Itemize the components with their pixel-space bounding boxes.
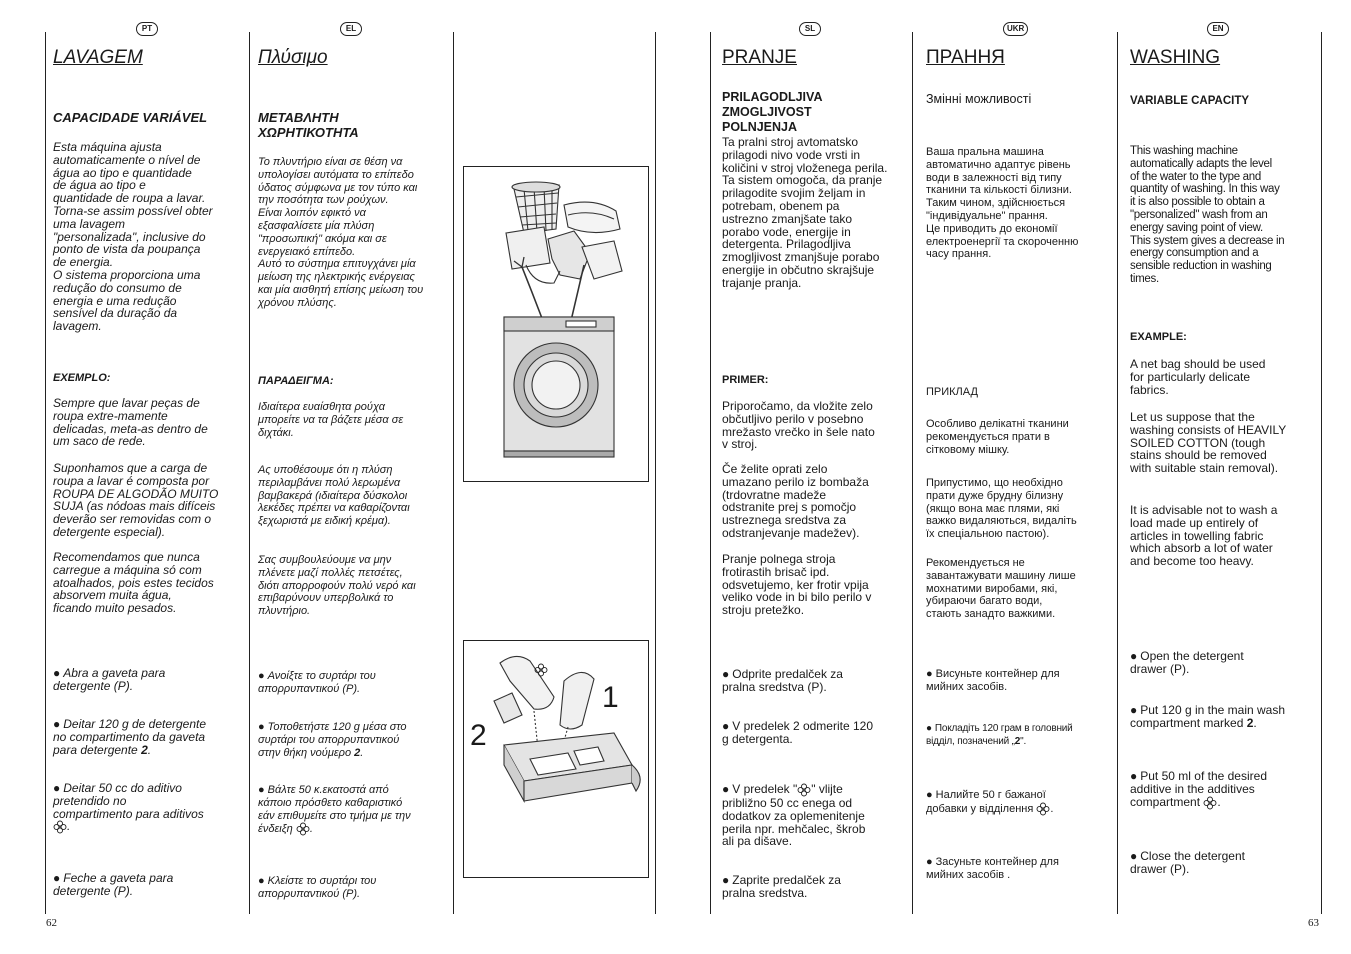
example-paragraph: Let us suppose that the washing consists of HEAVILY SOILED COTTON (tough stains should be removed with suitable stain removal). xyxy=(1130,410,1287,476)
step-item: ● Deitar 50 cc do aditivo pretendido no compartimento para aditivos . xyxy=(53,781,204,834)
column-rule xyxy=(710,32,711,914)
example-label: EXEMPLO: xyxy=(53,372,111,384)
step-item: ● Abra a gaveta para detergente (P). xyxy=(53,666,166,693)
page-number-right: 63 xyxy=(1308,917,1319,929)
column-el xyxy=(258,0,448,954)
step-item: ● Налийте 50 г бажаної добавки у відділення . xyxy=(926,789,1054,815)
example-paragraph: It is advisable not to wash a load made up entirely of articles in towelling fabric which absorb a lot of water and become too heavy. xyxy=(1130,503,1278,569)
example-paragraph: Особливо делікатні тканини рекомендується прати в сітковому мішку. xyxy=(926,418,1069,456)
laundry-illustration xyxy=(463,166,649,482)
column-rule xyxy=(45,32,46,914)
intro-text: Ta pralni stroj avtomatsko prilagodi nivo vode vrsti in količini v stroj vloženega perila. Ta sistem omogoča, da pranje prilagodite svojim željam in potrebam, obenem pa ustrezno zmanjšate tako porabo vode, energije in detergenta. Prilagodljiva zmogljivost zmanjšuje porabo energije in občutno skrajšuje trajanje pranja. xyxy=(722,135,888,290)
step-item: ● V predelek " " vlijte približno 50 cc enega od dodatkov za oplemenitenje perila npr. mehčalec, škrob ali pa dišave. xyxy=(722,782,866,849)
section-heading: VARIABLE CAPACITY xyxy=(1130,95,1250,107)
column-rule xyxy=(249,32,250,914)
section-title: ПРАННЯ xyxy=(926,47,1005,68)
step-item: ● Odprite predalček za pralna sredstva (P). xyxy=(722,667,843,694)
language-badge-en: EN xyxy=(1207,22,1229,36)
example-paragraph: Sempre que lavar peças de roupa extre-mamente delicadas, meta-as dentro de um saco de rede. xyxy=(53,396,208,449)
example-paragraph: A net bag should be used for particularly delicate fabrics. xyxy=(1130,357,1266,397)
column-pt xyxy=(53,0,245,954)
figure-label: 1 xyxy=(602,681,619,714)
intro-text: This washing machine automatically adapts the level of the water to the type and quantity of washing. In this way it is also possible to obtain a "personalized" wash from an energy saving point of view. This system gives a decrease in energy consumption and a sensible reduction in washing times. xyxy=(1130,145,1285,285)
language-badge-sl: SL xyxy=(799,22,821,36)
language-badge-ukr: UKR xyxy=(1003,22,1028,36)
step-item: ● Κλείστε το συρτάρι του απορρυπαντικού (P). xyxy=(258,875,377,900)
example-paragraph: Ας υποθέσουμε ότι η πλύση περιλαμβάνει πολύ λερωμένα βαμβακερά (ιδιαίτερα δύσκολοι λεκέδες πρέπει να καθαρίζονται ξεχωριστά με ειδική κρέμα). xyxy=(258,464,410,528)
section-title: LAVAGEM xyxy=(53,47,143,68)
additive-flower-icon xyxy=(1036,802,1050,816)
section-title: Πλύσιμο xyxy=(258,47,328,68)
column-rule xyxy=(453,32,454,914)
column-rule xyxy=(1321,32,1322,914)
step-item: ● Deitar 120 g de detergente no compartimento da gaveta para detergente 2. xyxy=(53,717,207,757)
intro-text: Το πλυντήριο είναι σε θέση να υπολογίσει αυτόματα το επίπεδο ύδατος σύμφωνα με τον τύπο και την ποσότητα των ρούχων. Είναι λοιπόν εφικτό να εξασφαλίσετε μία πλύση "προσωπική" ακόμα και σε ενεργειακό επίπεδο. Αυτό το σύστημα επιτυγχάνει μία μείωση της ηλεκτρικής ενέργειας και μία αισθητή επίσης μείωση του χρόνου πλύσης. xyxy=(258,156,424,309)
column-sl xyxy=(722,0,908,954)
column-ukr xyxy=(926,0,1114,954)
step-item: ● Zaprite predalček za pralna sredstva. xyxy=(722,873,841,900)
step-item: ● Засуньте контейнер для мийних засобів . xyxy=(926,856,1059,881)
section-title: PRANJE xyxy=(722,47,797,68)
example-paragraph: Припустимо, що необхідно прати дуже брудну білизну (якщо вона має плями, які важко видаляються, видаліть їх спеціальною пастою). xyxy=(926,477,1077,541)
step-item: ● Τοποθετήστε 120 g μέσα στο συρτάρι του απορρυπαντικού στην θήκη νούμερο 2. xyxy=(258,721,407,759)
step-item: ● Close the detergent drawer (P). xyxy=(1130,849,1245,876)
example-label: ΠΑΡΑΔΕΙΓΜΑ: xyxy=(258,375,334,387)
example-paragraph: Recomendamos que nunca carregue a máquina só com atoalhados, pois estes tecidos absorvem muita água, ficando muito pesados. xyxy=(53,550,214,616)
step-item: ● V predelek 2 odmerite 120 g detergenta. xyxy=(722,719,874,746)
language-badge-el: EL xyxy=(340,22,362,36)
column-rule xyxy=(912,32,913,914)
intro-text: Esta máquina ajusta automaticamente o nível de água ao tipo e quantidade de água ao tipo e quantidade de roupa a lavar. Torna-se assim possível obter uma lavagem "personalizada", inclusive do ponto de vista da poupança de energia. O sistema proporciona uma redução do consumo de energia e uma redução sensível da duração da lavagem. xyxy=(53,140,213,334)
language-badge-pt: PT xyxy=(136,22,158,36)
column-rule xyxy=(1117,32,1118,914)
detergent-drawer-illustration xyxy=(463,640,649,878)
additive-flower-icon xyxy=(53,820,67,834)
step-item: ● Ανοίξτε το συρτάρι του απορρυπαντικού (P). xyxy=(258,670,376,695)
step-item: ● Висуньте контейнер для мийних засобів. xyxy=(926,668,1060,693)
example-paragraph: Priporočamo, da vložite zelo občutljivo perilo v posebno mrežasto vrečko in šele nato v stroj. xyxy=(722,399,875,452)
section-heading: Змінні можливості xyxy=(926,92,1032,106)
additive-flower-icon xyxy=(1203,796,1217,810)
example-paragraph: Če želite oprati zelo umazano perilo iz bombaža (trdovratne madeže odstranite prej s pomočjo ustreznega sredstva za odstranjevanje madežev). xyxy=(722,462,869,540)
step-item: ● Покладіть 120 грам в головний відділ, позначений „2". xyxy=(926,723,1073,747)
step-item: ● Open the detergent drawer (P). xyxy=(1130,649,1244,676)
intro-text: Ваша пральна машина автоматично адаптує рівень води в залежності від типу тканини та кількості білизни. Таким чином, здійснюється "індивідуальне" прання. Це приводить до економії електроенергії та скороченню часу прання. xyxy=(926,146,1079,261)
column-en xyxy=(1130,0,1316,954)
example-paragraph: Suponhamos que a carga de roupa a lavar é composta por ROUPA DE ALGODÃO MUITO SUJA (as nódoas mais difíceis deverão ser removidas com o detergente especial). xyxy=(53,461,219,539)
additive-flower-icon xyxy=(296,822,310,836)
example-label: EXAMPLE: xyxy=(1130,331,1187,343)
step-item: ● Feche a gaveta para detergente (P). xyxy=(53,871,174,898)
step-item: ● Put 120 g in the main wash compartment marked 2. xyxy=(1130,703,1286,730)
section-heading: ΜΕΤΑΒΛΗΤΗ ΧΩΡΗΤΙΚΟΤΗΤΑ xyxy=(258,110,359,140)
additive-flower-icon xyxy=(797,783,811,797)
example-label: PRIMER: xyxy=(722,374,769,386)
page-number-left: 62 xyxy=(46,917,57,929)
section-heading: PRILAGODLJIVA ZMOGLJIVOST POLNJENJA xyxy=(722,90,823,134)
column-rule xyxy=(655,32,656,914)
figure-label: 2 xyxy=(470,719,487,752)
example-paragraph: Рекомендується не завантажувати машину лише мохнатими виробами, які, убираючи багато води, стають занадто важкими. xyxy=(926,557,1076,621)
example-paragraph: Pranje polnega stroja frotirastih brisač ipd. odsvetujemo, ker frotir vpija veliko vode in bi bilo perilo v stroju pretežko. xyxy=(722,552,872,618)
section-title: WASHING xyxy=(1130,47,1221,68)
section-heading: CAPACIDADE VARIÁVEL xyxy=(53,110,208,125)
example-label: ПРИКЛАД xyxy=(926,386,978,398)
example-paragraph: Ιδιαίτερα ευαίσθητα ρούχα μπορείτε να τα βάζετε μέσα σε διχτάκι. xyxy=(258,401,404,439)
example-paragraph: Σας συμβουλεύουμε να μην πλένετε μαζί πολλές πετσέτες, διότι απορροφούν πολύ νερό και επιβαρύνουν υπερβολικά το πλυντήριο. xyxy=(258,554,416,618)
step-item: ● Put 50 ml of the desired additive in the additives compartment . xyxy=(1130,769,1267,809)
step-item: ● Βάλτε 50 κ.εκατοστά από κάποιο πρόσθετο καθαριστικό εάν επιθυμείτε στο τμήμα με την ένδειξη . xyxy=(258,784,411,836)
